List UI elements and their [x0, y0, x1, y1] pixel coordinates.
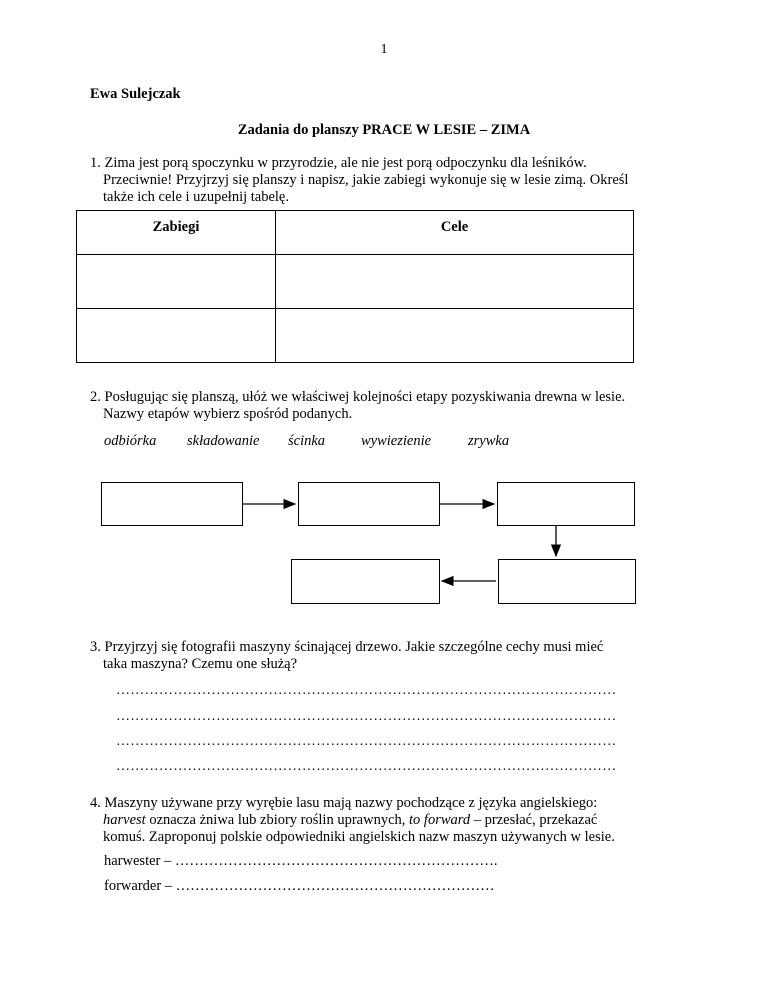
word-zrywka: zrywka	[468, 433, 510, 449]
task-4-text	[90, 795, 680, 846]
task-4-line-1: 4. Maszyny używane przy wyrębie lasu mają nazwy pochodzące z języka angielskiego:	[90, 795, 598, 811]
answer-line[interactable]: ……………………………………………………………………………………………	[116, 683, 617, 698]
task-1-line-3: także ich cele i uzupełnij tabelę.	[103, 189, 289, 205]
task-4-line-2	[90, 812, 680, 829]
header-zabiegi: Zabiegi	[77, 211, 276, 255]
forwarder-answer[interactable]: forwarder – …………………………………………………………	[104, 878, 495, 894]
term-to-forward: to forward	[409, 812, 471, 828]
answer-line[interactable]: ……………………………………………………………………………………………	[116, 734, 617, 749]
author-name: Ewa Sulejczak	[90, 86, 181, 102]
harvester-answer[interactable]: harwester – ………………………………………………………….	[104, 853, 498, 869]
word-odbiorka: odbiórka	[104, 433, 157, 449]
task-2-line-1: 2. Posługując się planszą, ułóż we właściwej kolejności etapy pozyskiwania drewna w lesie.	[90, 389, 626, 405]
task-3-text	[90, 639, 680, 673]
answer-line[interactable]: ……………………………………………………………………………………………	[116, 759, 617, 774]
page-number: 1	[380, 42, 388, 57]
word-scinka: ścinka	[288, 433, 326, 449]
word-wywiezienie: wywiezienie	[361, 433, 432, 449]
task-4-line-3: komuś. Zaproponuj polskie odpowiedniki angielskich nazw maszyn używanych w lesie.	[103, 829, 615, 845]
task-1-line-1: 1. Zima jest porą spoczynku w przyrodzie, ale nie jest porą odpoczynku dla leśników.	[90, 155, 587, 171]
task-4-line-2-mid: oznacza żniwa lub zbiory roślin uprawnych,	[145, 812, 410, 828]
word-skladowanie: składowanie	[187, 433, 260, 449]
task-3-line-2: taka maszyna? Czemu one służą?	[103, 656, 298, 672]
task-4-line-2-end: – przesłać, przekazać	[470, 812, 598, 828]
term-harvest: harvest	[103, 812, 146, 828]
task-1-line-2: Przeciwnie! Przyjrzyj się planszy i napisz, jakie zabiegi wykonuje się w lesie zimą. Określ	[103, 172, 629, 188]
page-title: Zadania do planszy PRACE W LESIE – ZIMA	[237, 122, 531, 138]
task-2-line-2: Nazwy etapów wybierz spośród podanych.	[103, 406, 353, 422]
task-3-line-1: 3. Przyjrzyj się fotografii maszyny ścinającej drzewo. Jakie szczególne cechy musi mieć	[90, 639, 604, 655]
answer-line[interactable]: ……………………………………………………………………………………………	[116, 709, 617, 724]
header-cele: Cele	[276, 211, 634, 255]
